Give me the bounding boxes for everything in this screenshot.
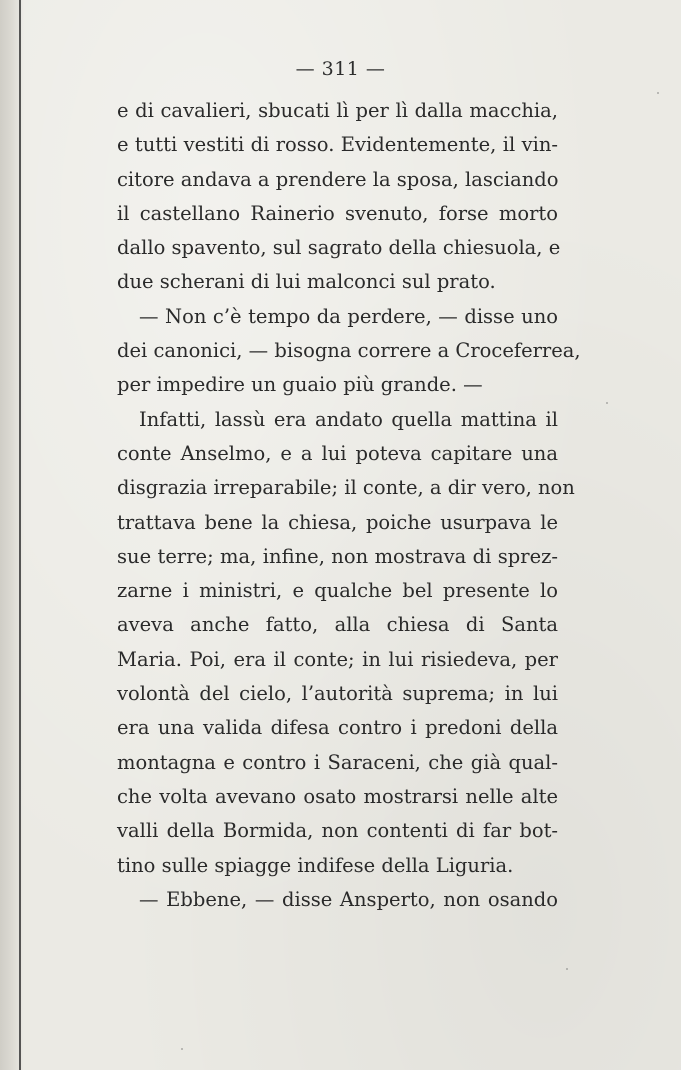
text-line: Infatti, lassù era andato quella mattina il — [139, 407, 558, 431]
text-line: — Non c’è tempo da perdere, — disse uno — [139, 304, 558, 328]
text-line: due scherani di lui malconci sul prato. — [117, 270, 496, 294]
text-line: tino sulle spiagge indifese della Liguria. — [117, 853, 514, 877]
text-line: che volta avevano osato mostrarsi nelle alte — [117, 784, 558, 808]
paper-speck — [181, 1048, 183, 1050]
text-line: — Ebbene, — disse Ansperto, non osando — [139, 887, 558, 911]
text-line: montagna e contro i Saraceni, che già qual- — [117, 750, 558, 774]
text-line: trattava bene la chiesa, poiche usurpava le — [117, 510, 558, 534]
page-number: — 311 — — [295, 58, 386, 80]
text-line: disgrazia irreparabile; il conte, a dir vero, non — [117, 476, 575, 500]
text-line: dallo spavento, sul sagrato della chiesuola, e — [117, 236, 561, 260]
text-line: zarne i ministri, e qualche bel presente lo — [117, 579, 558, 603]
text-line: il castellano Rainerio svenuto, forse morto — [117, 201, 558, 225]
text-line: e tutti vestiti di rosso. Evidentemente, il vin- — [117, 133, 558, 157]
text-line: per impedire un guaio più grande. — — [117, 373, 483, 397]
text-line: e di cavalieri, sbucati lì per lì dalla macchia, — [117, 99, 558, 122]
text-line: conte Anselmo, e a lui poteva capitare una — [117, 441, 558, 465]
text-line: citore andava a prendere la sposa, lasciando — [117, 167, 559, 191]
page-binding-line — [19, 0, 21, 1070]
text-line: Maria. Poi, era il conte; in lui risiedeva, per — [117, 647, 558, 671]
text-line: aveva anche fatto, alla chiesa di Santa — [117, 613, 558, 637]
text-line: volontà del cielo, l’autorità suprema; in lui — [117, 682, 558, 706]
paper-speck — [657, 92, 659, 94]
paper-speck — [566, 968, 568, 970]
text-line: era una valida difesa contro i predoni della — [117, 716, 558, 740]
text-line: sue terre; ma, infine, non mostrava di sprez- — [117, 544, 558, 568]
text-line: dei canonici, — bisogna correre a Croceferrea, — [117, 339, 581, 363]
body-text — [117, 94, 581, 917]
text-line: valli della Bormida, non contenti di far bot- — [117, 819, 558, 843]
paper-speck — [606, 402, 608, 404]
